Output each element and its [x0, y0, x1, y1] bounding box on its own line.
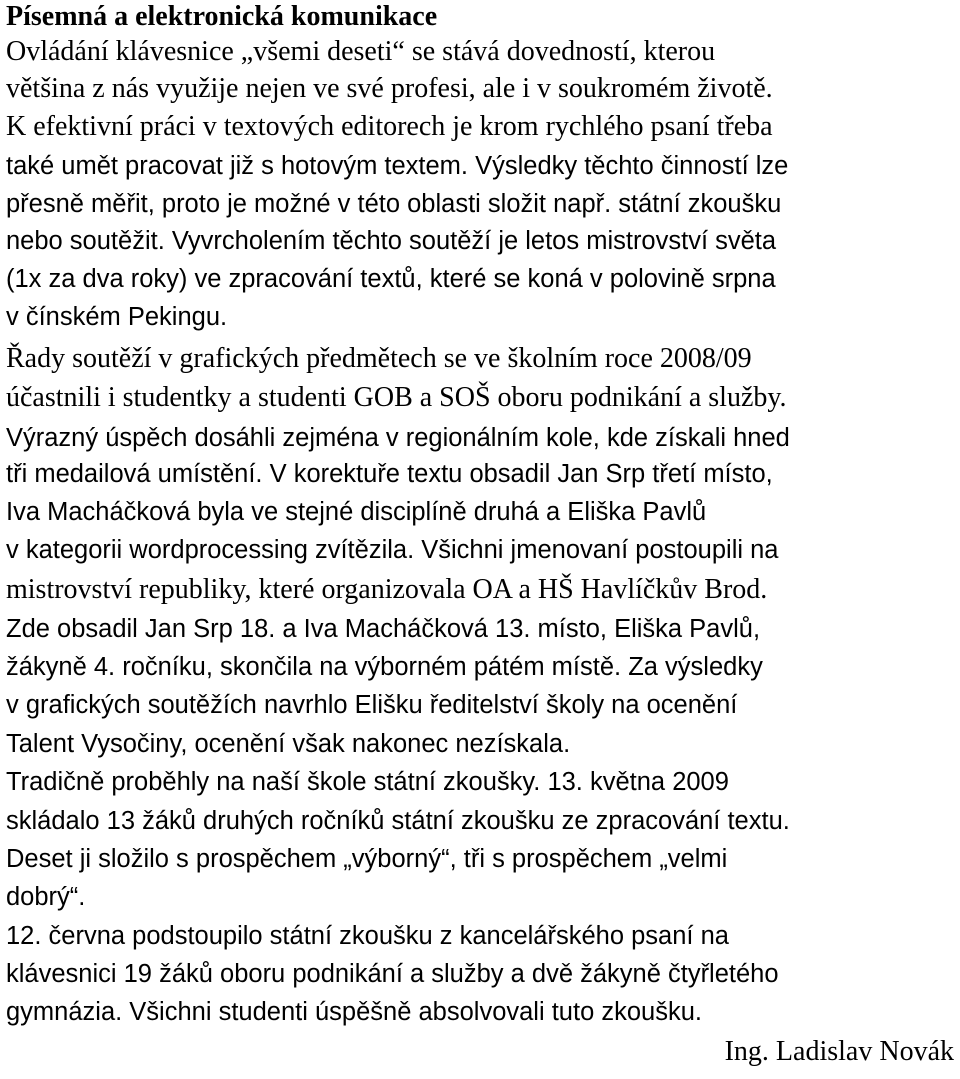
text-line: (1x za dva roky) ve zpracování textů, které se koná v polovině srpna	[6, 265, 776, 293]
text-line: klávesnici 19 žáků oboru podnikání a služby a dvě žákyně čtyřletého	[6, 960, 779, 988]
text-line: Iva Macháčková byla ve stejné disciplíně druhá a Eliška Pavlů	[6, 498, 707, 526]
text-line: skládalo 13 žáků druhých ročníků státní zkoušku ze zpracování textu.	[6, 807, 790, 835]
text-line: žákyně 4. ročníku, skončila na výborném pátém místě. Za výsledky	[6, 653, 763, 681]
text-line: Řady soutěží v grafických předmětech se ve školním roce 2008/09	[6, 343, 752, 374]
text-line: většina z nás využije nejen ve své profesi, ale i v soukromém životě.	[6, 73, 773, 104]
text-line: v grafických soutěžích navrhlo Elišku ředitelství školy na ocenění	[6, 691, 738, 719]
author-signature: Ing. Ladislav Novák	[724, 1036, 954, 1067]
text-line: mistrovství republiky, které organizovala OA a HŠ Havlíčkův Brod.	[6, 574, 768, 605]
text-line: nebo soutěžit. Vyvrcholením těchto soutěží je letos mistrovství světa	[6, 227, 777, 255]
text-line: také umět pracovat již s hotovým textem. Výsledky těchto činností lze	[6, 152, 789, 180]
document-title: Písemná a elektronická komunikace	[6, 1, 438, 32]
text-line: v kategorii wordprocessing zvítězila. Všichni jmenovaní postoupili na	[6, 536, 779, 564]
text-line: v čínském Pekingu.	[6, 303, 228, 331]
text-line: gymnázia. Všichni studenti úspěšně absolvovali tuto zkoušku.	[6, 998, 702, 1026]
text-line: Zde obsadil Jan Srp 18. a Iva Macháčková 13. místo, Eliška Pavlů,	[6, 615, 761, 643]
text-line: Deset ji složilo s prospěchem „výborný“, tři s prospěchem „velmi	[6, 845, 728, 873]
text-line: Tradičně proběhly na naší škole státní zkoušky. 13. května 2009	[6, 768, 729, 796]
text-line: K efektivní práci v textových editorech je krom rychlého psaní třeba	[6, 111, 773, 142]
text-line: tři medailová umístění. V korektuře textu obsadil Jan Srp třetí místo,	[6, 460, 773, 488]
text-line: 12. června podstoupilo státní zkoušku z kancelářského psaní na	[6, 922, 729, 950]
text-line: Ovládání klávesnice „všemi deseti“ se stává dovedností, kterou	[6, 36, 716, 67]
text-line: Talent Vysočiny, ocenění však nakonec nezískala.	[6, 730, 571, 758]
text-line: dobrý“.	[6, 883, 86, 911]
text-line: přesně měřit, proto je možné v této oblasti složit např. státní zkoušku	[6, 190, 782, 218]
text-line: účastnili i studentky a studenti GOB a SOŠ oboru podnikání a služby.	[6, 382, 787, 413]
text-line: Výrazný úspěch dosáhli zejména v regionálním kole, kde získali hned	[6, 424, 790, 452]
